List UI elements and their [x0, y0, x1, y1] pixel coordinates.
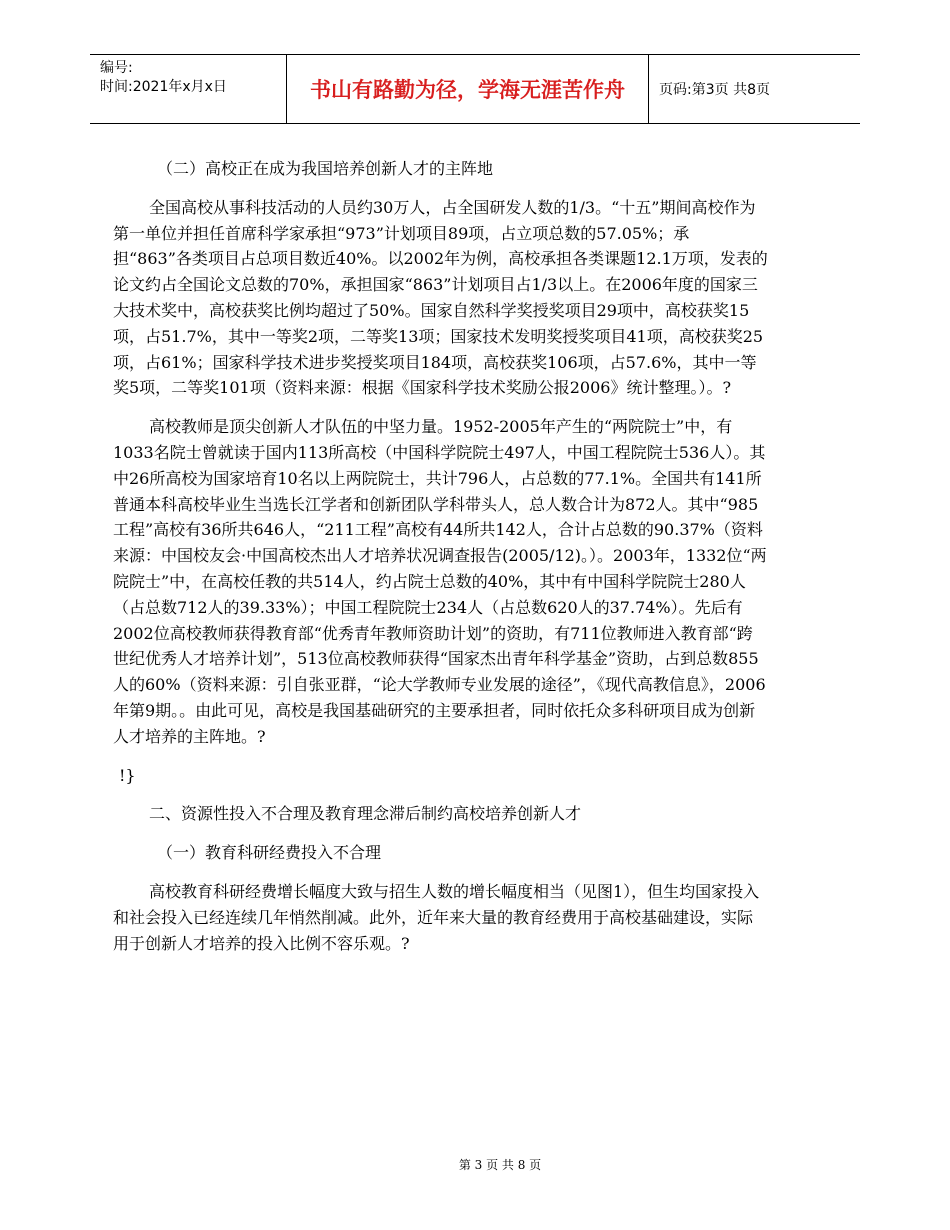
text-fragment: !} — [119, 765, 136, 785]
section-title: （一）教育科研经费投入不合理 — [157, 843, 382, 863]
page-header — [90, 54, 860, 124]
header-meta — [100, 59, 227, 97]
paragraph: 高校教育科研经费增长幅度大致与招生人数的增长幅度相当（见图1），但生均国家投入和社会投入已经连续几年悄然削减。此外，近年来大量的教育经费用于高校基础建设，实际用于创新人才培养的投入比例不容乐观。? — [113, 881, 760, 953]
section-title: （二）高校正在成为我国培养创新人才的主阵地 — [157, 159, 494, 178]
header-motto: 书山有路勤为径，学海无涯苦作舟 — [286, 55, 649, 123]
paragraph: 高校教师是顶尖创新人才队伍的中坚力量。1952-2005年产生的“两院院士”中，有1033名院士曾就读于国内113所高校（中国科学院院士497人，中国工程院院士536人）。其中26所高校为国家培育10名以上两院院士，共计796人，占总数的77.1%。全国共有141所普通本科高校毕业生当选长江学者和创新团队学科带头人，总人数合计为872人。其中“985工程”高校有36所共646人，“211工程”高校有44所共142人，合计占总数的90.37%（资料来源：中国校友会·中国高校杰出人才培养状况调查报告(2005/12)。）。2003年，1332位“两院院士”中，在高校任教的共514人，约占院士总数的40%，其中有中国科学院院士280人（占总数712人的39.33%）；中国工程院院士234人（占总数620人的37.74%）。先后有2002位高校教师获得教育部“优秀青年教师资助计划”的资助，有711位教师进入教育部“跨世纪优秀人才培养计划”，513位高校教师获得“国家杰出青年科学基金”资助，占到总数855人的60%（资料来源：引自张亚群，“论大学教师专业发展的途径”，《现代高教信息》，2006年第9期。。由此可见，高校是我国基础研究的主要承担者，同时依托众多科研项目成为创新人才培养的主阵地。? — [113, 417, 767, 746]
paragraph: 全国高校从事科技活动的人员约30万人，占全国研发人数的1/3。“十五”期间高校作为第一单位并担任首席科学家承担“973”计划项目89项，占立项总数的57.05%；承担“863”各类项目占总项目数近40%。以2002年为例，高校承担各类课题12.1万项，发表的论文约占全国论文总数的70%，承担国家“863”计划项目占1/3以上。在2006年度的国家三大技术奖中，高校获奖比例均超过了50%。国家自然科学奖授奖项目29项中，高校获奖15项，占51.7%，其中一等奖2项，二等奖13项；国家技术发明奖授奖项目41项，高校获奖25项，占61%；国家科学技术进步奖授奖项目184项，高校获奖106项，占57.6%，其中一等奖5项，二等奖101项（资料来源：根据《国家科学技术奖励公报2006》统计整理。）。? — [113, 197, 768, 398]
time-label: 时间:2021年x月x日 — [100, 79, 227, 95]
header-page-info: 页码:第3页 共8页 — [659, 82, 770, 98]
number-label: 编号: — [100, 60, 133, 76]
document-body — [113, 156, 768, 956]
chapter-heading: 二、资源性投入不合理及教育理念滞后制约高校培养创新人才 — [149, 804, 582, 824]
page-footer: 第 3 页 共 8 页 — [458, 1158, 542, 1172]
